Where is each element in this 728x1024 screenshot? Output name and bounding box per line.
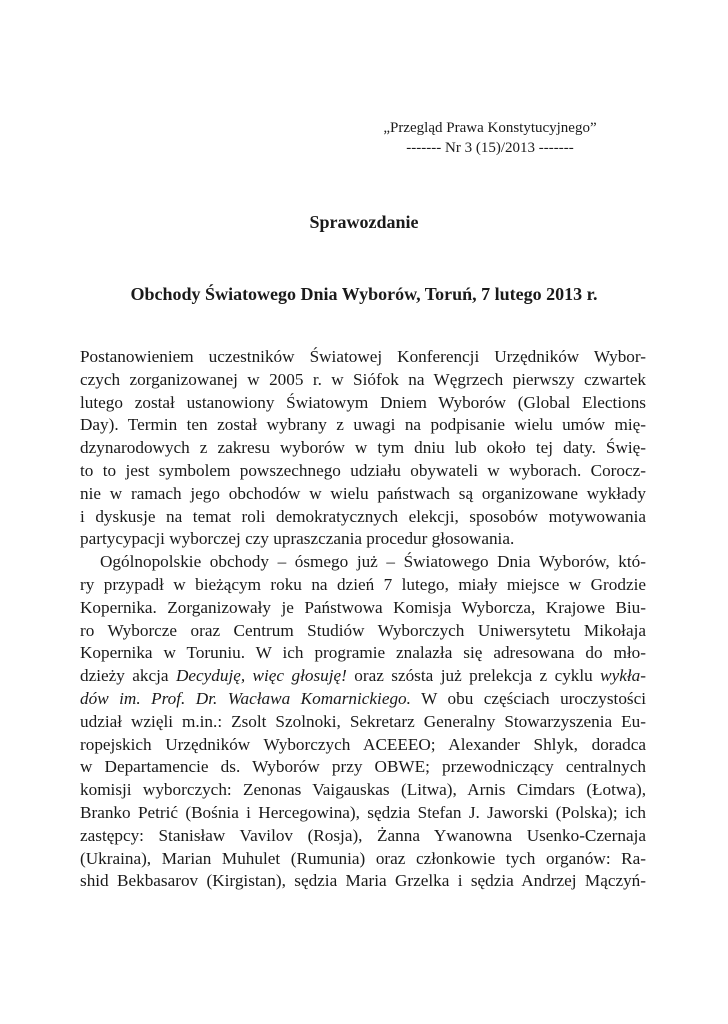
journal-issue: ------- Nr 3 (15)/2013 ------- — [406, 140, 574, 156]
body-line: (Ukraina), Marian Muhulet (Rumunia) oraz członkowie tych organów: Ra- — [80, 848, 646, 868]
journal-name: „Przegląd Prawa Konstytucyjnego” — [383, 120, 597, 136]
body-line: Branko Petrić (Bośnia i Hercegowina), sędzia Stefan J. Jaworski (Polska); ich — [80, 802, 646, 822]
body-line-mixed — [80, 688, 646, 711]
body-line: dzynarodowych z zakresu wyborów w tym dniu lub około tej daty. Świę- — [80, 438, 646, 458]
body-line: Ogólnopolskie obchody – ósmego już – Światowego Dnia Wyborów, któ- — [100, 552, 646, 572]
journal-header — [330, 118, 650, 158]
body-text-run: W obu częściach uroczystości — [410, 688, 647, 708]
body-line: Postanowieniem uczestników Światowej Konferencji Urzędników Wybor- — [80, 347, 646, 366]
body-line: i dyskusje na temat roli demokratycznych elekcji, sposobów motywowania — [80, 506, 646, 526]
document-type-heading: Sprawozdanie — [309, 212, 419, 232]
body-line: ro Wyborcze oraz Centrum Studiów Wyborczych Uniwersytetu Mikołaja — [80, 620, 646, 640]
body-line: Day). Termin ten został wybrany z uwagi na podpisanie wielu umów mię- — [80, 415, 646, 435]
document-title: Obchody Światowego Dnia Wyborów, Toruń, 7 lutego 2013 r. — [130, 284, 598, 304]
body-line: udział wzięli m.in.: Zsolt Szolnoki, Sekretarz Generalny Stowarzyszenia Eu- — [80, 711, 646, 731]
body-line: nie w ramach jego obchodów w wielu państwach są organizowane wykłady — [80, 483, 646, 503]
body-line: ry przypadł w bieżącym roku na dzień 7 lutego, miały miejsce w Grodzie — [80, 574, 646, 594]
body-line: komisji wyborczych: Zenonas Vaigauskas (Litwa), Arnis Cimdars (Łotwa), — [80, 780, 646, 800]
italic-text-run: Decyduję, więc głosuję! — [175, 666, 347, 686]
body-line: w Departamencie ds. Wyborów przy OBWE; przewodniczący centralnych — [80, 757, 646, 777]
body-text — [80, 346, 646, 893]
body-line-mixed — [80, 665, 646, 688]
body-text-run: dzieży akcja — [80, 666, 176, 686]
body-line: czych zorganizowanej w 2005 r. w Siófok na Węgrzech pierwszy czwartek — [80, 369, 646, 389]
italic-text-run: wykła- — [600, 666, 646, 686]
body-line: shid Bekbasarov (Kirgistan), sędzia Maria Grzelka i sędzia Andrzej Mączyń- — [80, 871, 646, 891]
body-line: partycypacji wyborczej czy upraszczania procedur głosowania. — [80, 529, 515, 549]
body-line: ropejskich Urzędników Wyborczych ACEEEO; Alexander Shlyk, doradca — [80, 734, 646, 754]
body-line: Kopernika. Zorganizowały je Państwowa Komisja Wyborcza, Krajowe Biu- — [80, 597, 646, 617]
body-text-run: oraz szósta już prelekcja z cyklu — [346, 666, 601, 686]
body-line: Kopernika w Toruniu. W ich programie znalazła się adresowana do mło- — [80, 643, 646, 663]
body-line: zastępcy: Stanisław Vavilov (Rosja), Żanna Ywanowna Usenko-Czernaja — [80, 825, 646, 845]
italic-text-run: dów im. Prof. Dr. Wacława Komarnickiego. — [80, 688, 411, 708]
body-line: lutego został ustanowiony Światowym Dniem Wyborów (Global Elections — [80, 392, 646, 412]
body-line: to to jest symbolem powszechnego udziału obywateli w wyborach. Corocz- — [80, 460, 646, 480]
